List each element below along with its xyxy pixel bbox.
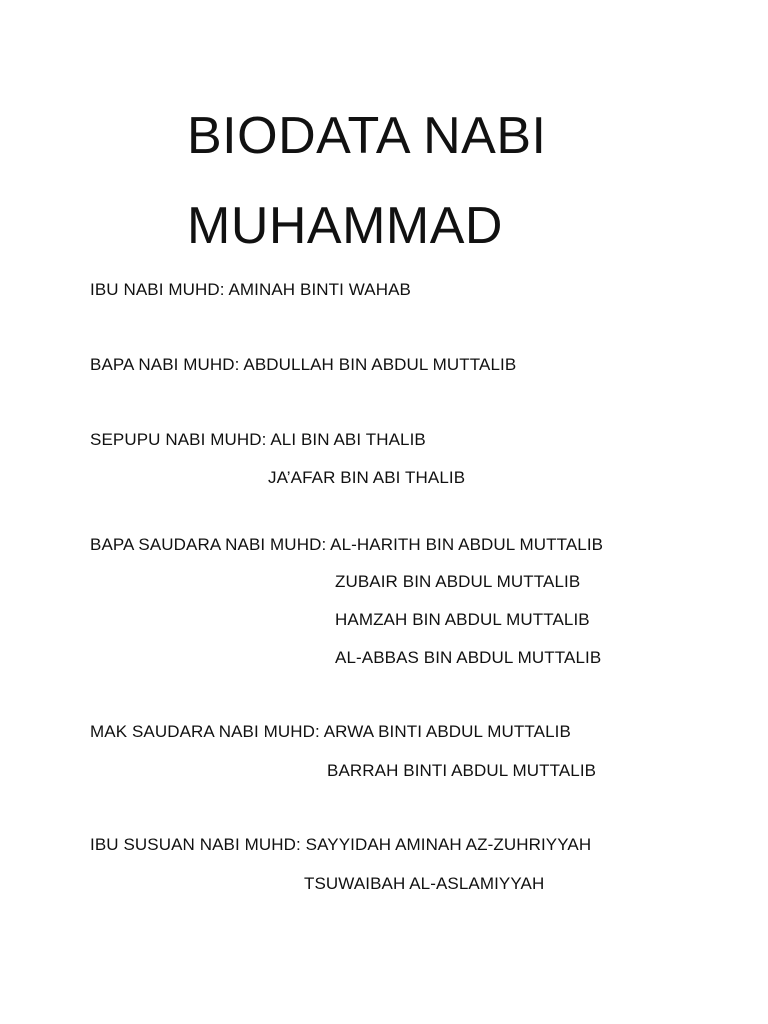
page-title-line-1: BIODATA NABI (187, 107, 547, 165)
bapa-saudara-cont-3: AL-ABBAS BIN ABDUL MUTTALIB (335, 648, 602, 667)
ibu-susuan-cont-1: TSUWAIBAH AL-ASLAMIYYAH (304, 874, 545, 893)
ibu-susuan-line: IBU SUSUAN NABI MUHD: SAYYIDAH AMINAH AZ-ZUHRIYYAH (90, 835, 592, 854)
mak-saudara-line: MAK SAUDARA NABI MUHD: ARWA BINTI ABDUL MUTTALIB (90, 722, 571, 741)
bapa-saudara-cont-2: HAMZAH BIN ABDUL MUTTALIB (335, 610, 590, 629)
sepupu-cont-1: JA’AFAR BIN ABI THALIB (268, 468, 466, 487)
mak-saudara-cont-1: BARRAH BINTI ABDUL MUTTALIB (327, 761, 597, 780)
bapa-saudara-cont-1: ZUBAIR BIN ABDUL MUTTALIB (335, 572, 581, 591)
bapa-line: BAPA NABI MUHD: ABDULLAH BIN ABDUL MUTTALIB (90, 355, 517, 374)
page-title-line-2: MUHAMMAD (187, 197, 503, 255)
sepupu-line: SEPUPU NABI MUHD: ALI BIN ABI THALIB (90, 430, 426, 449)
bapa-saudara-line: BAPA SAUDARA NABI MUHD: AL-HARITH BIN ABDUL MUTTALIB (90, 535, 604, 554)
ibu-line: IBU NABI MUHD: AMINAH BINTI WAHAB (90, 280, 411, 299)
